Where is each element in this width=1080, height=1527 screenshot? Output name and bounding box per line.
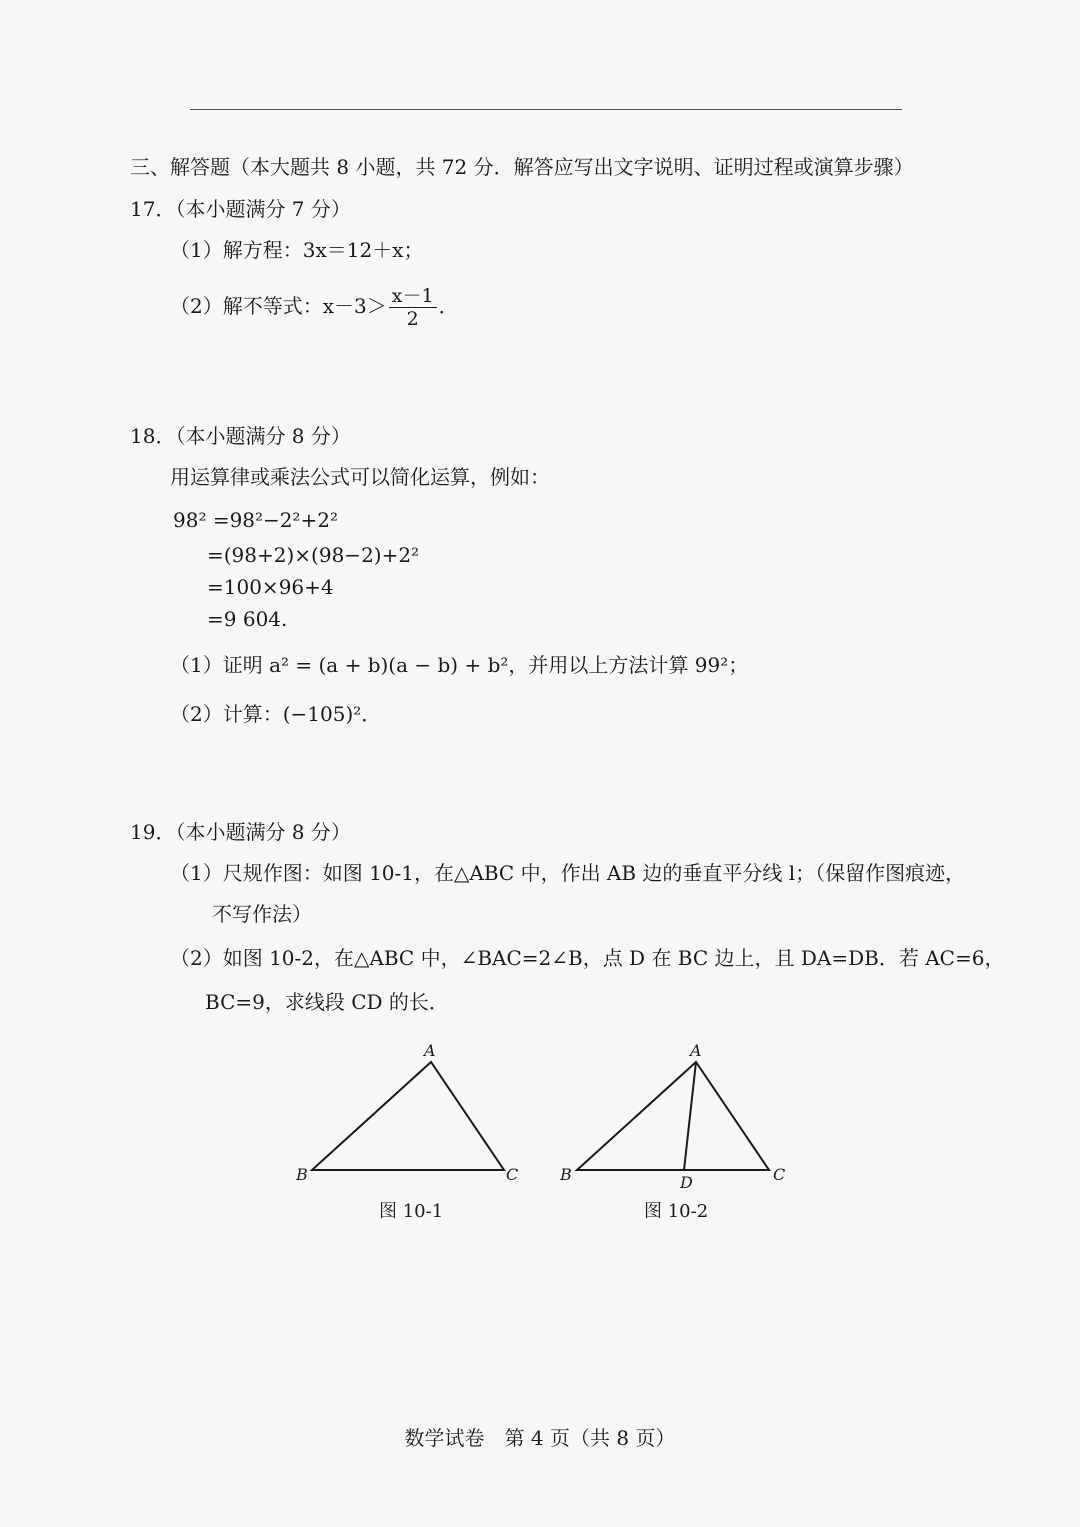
q17-header: 17．（本小题满分 7 分） — [130, 197, 351, 221]
q18-intro: 用运算律或乘法公式可以简化运算，例如： — [170, 465, 550, 489]
q18-calc-line-3: =100×96+4 — [207, 575, 334, 599]
vertex-c-label: C — [773, 1165, 786, 1184]
q19-header: 19．（本小题满分 8 分） — [130, 820, 351, 844]
triangle-abc-fig1 — [312, 1062, 504, 1170]
vertex-b-label: B — [560, 1165, 572, 1184]
segment-ad — [684, 1062, 696, 1170]
vertex-a-label: A — [424, 1041, 436, 1060]
q18-calc-line-2: =(98+2)×(98−2)+2² — [207, 543, 420, 567]
page-footer: 数学试卷 第 4 页（共 8 页） — [404, 1426, 676, 1450]
q19-part2-line2: BC=9，求线段 CD 的长． — [205, 990, 449, 1014]
vertex-b-label: B — [296, 1165, 308, 1184]
q19-part2-line1: （2）如图 10-2，在△ABC 中，∠BAC=2∠B，点 D 在 BC 边上，且 DA=DB．若 AC=6， — [170, 946, 1005, 970]
figure-10-1-caption: 图 10-1 — [379, 1201, 444, 1222]
section-title: 三、解答题（本大题共 8 小题，共 72 分．解答应写出文字说明、证明过程或演算步骤） — [130, 155, 914, 179]
q17-fraction — [389, 285, 437, 330]
figure-10-2-caption: 图 10-2 — [644, 1201, 709, 1222]
vertex-c-label: C — [506, 1165, 519, 1184]
point-d-label: D — [680, 1173, 693, 1192]
q19-part1-line1: （1）尺规作图：如图 10-1，在△ABC 中，作出 AB 边的垂直平分线 l；（保留作图痕迹， — [170, 861, 966, 885]
vertex-a-label: A — [690, 1041, 702, 1060]
q17-part1-equation: 3x＝12＋x； — [302, 238, 424, 262]
triangle-abc-fig2 — [577, 1062, 769, 1170]
q18-part1: （1）证明 a² = (a + b)(a − b) + b²，并用以上方法计算 99²； — [170, 653, 749, 677]
q18-header: 18．（本小题满分 8 分） — [130, 424, 351, 448]
q17-part1 — [170, 236, 423, 264]
figure-10-2 — [555, 1035, 795, 1195]
q18-calc-line-1: 98² =98²−2²+2² — [173, 508, 339, 532]
q17-part1-label: （1）解方程： — [170, 238, 303, 262]
fraction-denominator: 2 — [406, 308, 419, 330]
q18-part2: （2）计算：(−105)²． — [170, 702, 382, 726]
header-rule — [190, 109, 902, 110]
q17-part2-label: （2）解不等式： — [170, 294, 323, 318]
q17-part2 — [170, 283, 459, 330]
fraction-numerator: x－1 — [389, 285, 437, 308]
q18-calc-line-4: =9 604. — [207, 607, 288, 631]
q17-part2-end: ． — [438, 294, 459, 318]
figure-10-1 — [290, 1035, 530, 1195]
q19-part1-line2: 不写作法） — [212, 902, 312, 926]
q17-part2-lhs: x－3＞ — [322, 294, 387, 318]
